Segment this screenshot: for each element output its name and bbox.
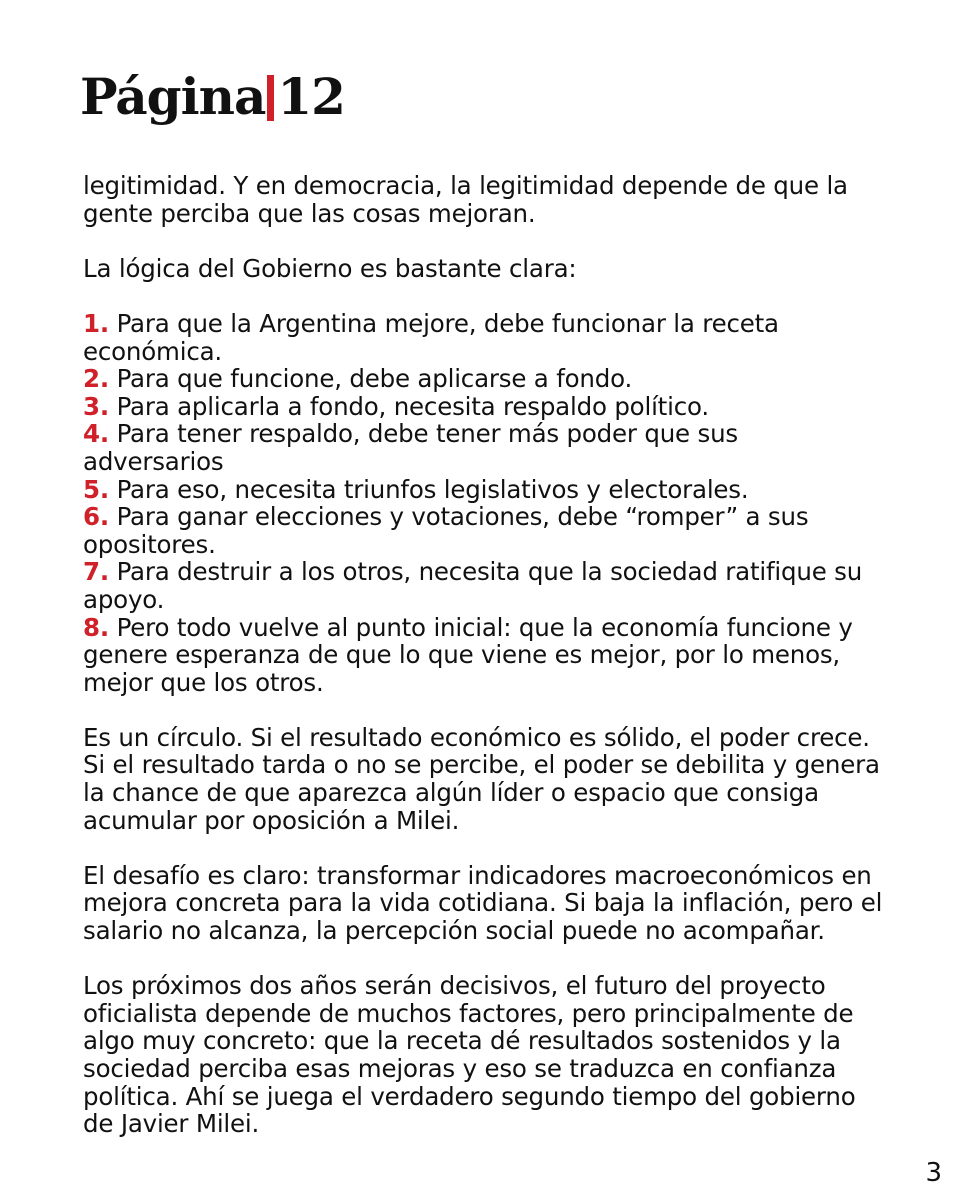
step-text: Para ganar elecciones y votaciones, debe “romper” a sus opositores. (83, 502, 809, 559)
step-text: Para que funcione, debe aplicarse a fondo. (116, 364, 633, 394)
article-body (83, 172, 883, 1165)
circle-paragraph: Es un círculo. Si el resultado económico es sólido, el poder crece. Si el resultado tarda o no se percibe, el poder se debilita y genera la chance de que aparezca algún líder o espacio que consiga acumular por oposición a Milei. (83, 722, 880, 835)
step-text: Para eso, necesita triunfos legislativos y electorales. (116, 474, 749, 504)
step-text: Para tener respaldo, debe tener más poder que sus adversarios (83, 419, 738, 476)
step-text: Para destruir a los otros, necesita que la sociedad ratifique su apoyo. (83, 557, 863, 614)
step-text: Pero todo vuelve al punto inicial: que la economía funcione y genere esperanza de que lo que viene es mejor, por lo menos, mejor que los otros. (83, 612, 853, 697)
list-item (83, 614, 883, 697)
step-number: 6. (83, 502, 109, 532)
step-text: Para aplicarla a fondo, necesita respaldo político. (116, 391, 709, 421)
list-item (83, 393, 883, 421)
step-number: 8. (83, 612, 109, 642)
list-item (83, 310, 883, 365)
step-number: 4. (83, 419, 109, 449)
closing-paragraph: Los próximos dos años serán decisivos, el futuro del proyecto oficialista depende de muchos factores, pero principalmente de algo muy concreto: que la receta dé resultados sostenidos y la sociedad perciba esas mejoras y eso se traduzca en confianza política. Ahí se juega el verdadero segundo tiempo del gobierno de Javier Milei. (83, 971, 856, 1139)
intro-paragraph: legitimidad. Y en democracia, la legitimidad depende de que la gente perciba que las cosas mejoran. (83, 171, 848, 228)
list-item (83, 558, 883, 613)
list-item (83, 420, 883, 475)
page-number: 3 (925, 1158, 942, 1188)
logic-lead-paragraph: La lógica del Gobierno es bastante clara: (83, 253, 577, 283)
step-number: 5. (83, 474, 109, 504)
step-number: 1. (83, 308, 109, 338)
list-item (83, 365, 883, 393)
step-text: Para que la Argentina mejore, debe funcionar la receta económica. (83, 308, 779, 366)
step-number: 7. (83, 557, 109, 587)
logic-steps-list (83, 310, 883, 696)
list-item (83, 503, 883, 558)
list-item (83, 476, 883, 504)
challenge-paragraph: El desafío es claro: transformar indicadores macroeconómicos en mejora concreta para la vida cotidiana. Si baja la inflación, pero el salario no alcanza, la percepción social puede no acompañar. (83, 860, 883, 946)
logo-word-pagina: Página (80, 67, 266, 126)
step-number: 3. (83, 391, 109, 421)
step-number: 2. (83, 364, 109, 394)
pagina12-logo (80, 62, 345, 132)
logo-red-bar (267, 75, 274, 121)
logo-word-12: 12 (277, 67, 345, 126)
